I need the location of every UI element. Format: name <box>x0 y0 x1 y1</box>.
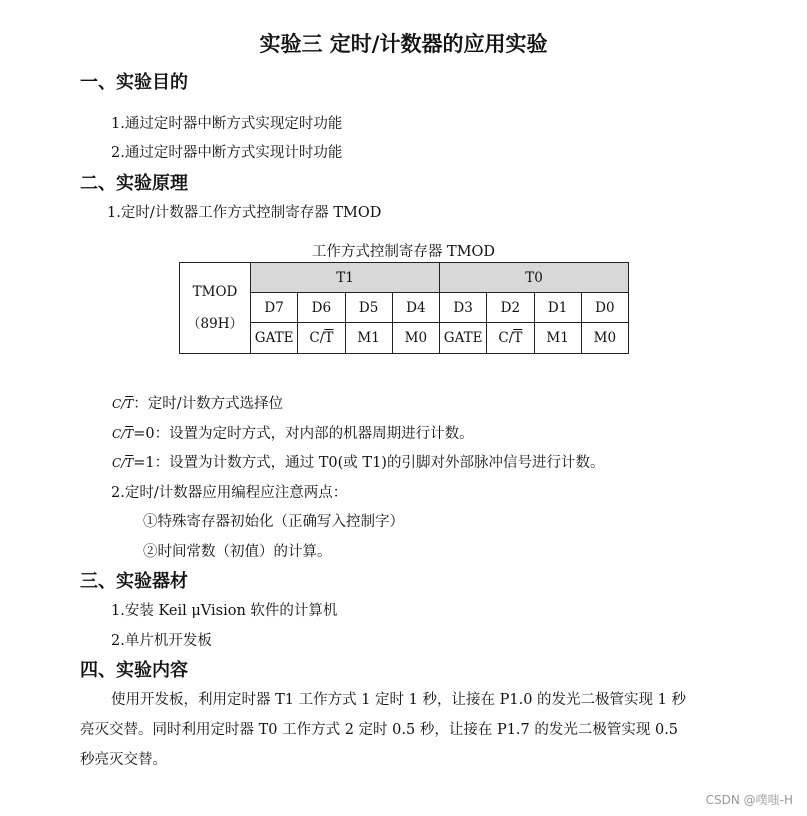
bit-cell: D2 <box>487 293 534 323</box>
list-item: 2.通过定时器中断方式实现计时功能 <box>111 145 343 161</box>
ct-bar: $\overline{T}$ <box>125 427 134 441</box>
field-cell: M0 <box>581 323 628 354</box>
sub-list-item: ②时间常数（初值）的计算。 <box>143 544 332 560</box>
ct-line-text: =0：设置为定时方式，对内部的机器周期进行计数。 <box>133 426 474 442</box>
bit-cell: D4 <box>392 293 439 323</box>
list-item: 1.定时/计数器工作方式控制寄存器 TMOD <box>107 205 382 221</box>
list-item: 1.通过定时器中断方式实现定时功能 <box>111 116 343 132</box>
paragraph-line: 使用开发板，利用定时器 T1 工作方式 1 定时 1 秒，让接在 P1.0 的发光二极管实现 1 秒 <box>111 692 686 708</box>
ct-line-text: =1：设置为计数方式，通过 T0(或 T1)的引脚对外部脉冲信号进行计数。 <box>133 455 605 471</box>
bit-cell: D7 <box>251 293 298 323</box>
field-cell-ct <box>487 323 534 354</box>
bit-cell: D3 <box>440 293 487 323</box>
section-heading-objectives: 一、实验目的 <box>80 72 188 93</box>
field-cell: M0 <box>392 323 439 354</box>
sub-list-item: ①特殊寄存器初始化（正确写入控制字） <box>143 514 404 530</box>
list-item: 1.安装 Keil μVision 软件的计算机 <box>111 603 338 619</box>
page-title: 实验三 定时/计数器的应用实验 <box>259 32 548 56</box>
field-cell: M1 <box>345 323 392 354</box>
table-caption: 工作方式控制寄存器 TMOD <box>311 244 496 260</box>
field-cell: M1 <box>534 323 581 354</box>
ct-symbol <box>112 456 133 470</box>
section-heading-content: 四、实验内容 <box>80 660 188 681</box>
list-item: 2.单片机开发板 <box>111 633 212 649</box>
ct-bar: $\overline{T}$ <box>125 456 134 470</box>
section-heading-principle: 二、实验原理 <box>80 173 188 194</box>
bit-cell: D6 <box>298 293 345 323</box>
ct-bar: $\overline{T}$ <box>513 330 523 346</box>
tmod-address: （89H） <box>187 316 243 332</box>
ct-bar: $\overline{T}$ <box>125 397 134 411</box>
field-cell: GATE <box>251 323 298 354</box>
group-header-t0: T0 <box>440 263 629 293</box>
bit-cell: D0 <box>581 293 628 323</box>
bit-cell: D1 <box>534 293 581 323</box>
tmod-row-label <box>180 263 251 354</box>
tmod-label: TMOD <box>192 284 238 300</box>
ct-prefix: C/ <box>112 427 126 441</box>
ct-bar: $\overline{T}$ <box>324 330 334 346</box>
ct-symbol <box>112 397 133 411</box>
ct-line-description <box>112 392 283 413</box>
ct-line-counter-mode <box>112 451 604 472</box>
group-header-t1: T1 <box>251 263 440 293</box>
paragraph-line: 秒亮灭交替。 <box>80 752 167 768</box>
watermark: CSDN @噗嗤-H <box>705 793 793 807</box>
bit-cell: D5 <box>345 293 392 323</box>
section-heading-equipment: 三、实验器材 <box>80 571 188 592</box>
paragraph-line: 亮灭交替。同时利用定时器 T0 工作方式 2 定时 0.5 秒，让接在 P1.7 的发光二极管实现 0.5 <box>80 722 679 738</box>
list-item: 2.定时/计数器应用编程应注意两点： <box>111 485 348 501</box>
field-cell-ct <box>298 323 345 354</box>
field-cell: GATE <box>440 323 487 354</box>
tmod-register-table <box>179 262 629 354</box>
ct-prefix: C/ <box>498 330 514 346</box>
ct-symbol <box>112 427 133 441</box>
ct-prefix: C/ <box>112 456 126 470</box>
ct-line-timer-mode <box>112 422 474 443</box>
ct-line-text: ：定时/计数方式选择位 <box>133 396 284 412</box>
ct-prefix: C/ <box>112 397 126 411</box>
ct-prefix: C/ <box>309 330 325 346</box>
